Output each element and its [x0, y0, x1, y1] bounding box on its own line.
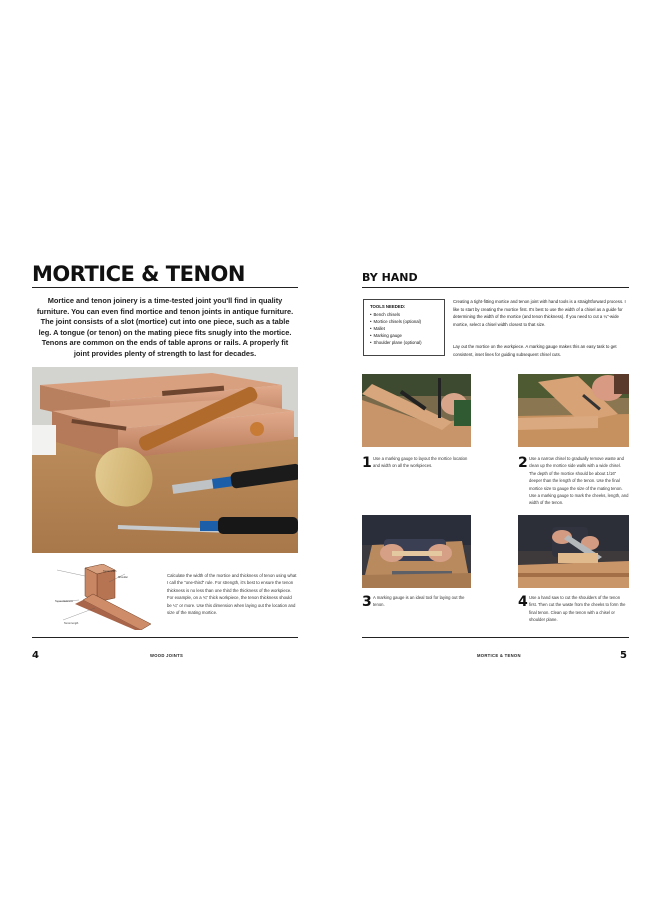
step-number: 2	[518, 455, 528, 471]
page-number: 4	[32, 650, 39, 661]
page-number: 5	[620, 650, 627, 661]
intro-paragraph: Mortice and tenon joinery is a time-tested joint you'll find in quality furniture. You can even find mortice and tenon joints in antique furniture. The joint consists of a slot (mortice) cut into one piece, such as a table leg. A tongue (or tenon) on the mating piece fits snugly into the mortice. Tenons are common on the ends of table aprons or rails. A properly fit joint provides plenty of strength to last for decades.	[36, 296, 294, 358]
tools-photo	[32, 367, 298, 553]
step-text: Use a marking gauge to layout the mortice location and width on all the workpieces.	[373, 456, 468, 469]
diagram-label: Shoulder	[118, 576, 129, 579]
list-item: • Mallet	[370, 325, 438, 332]
diagram-label: Tenon width	[103, 570, 117, 573]
list-item: • Bench chisels	[370, 311, 438, 318]
tools-heading: TOOLS NEEDED:	[370, 304, 406, 309]
title-rule	[32, 287, 298, 288]
step-1-photo	[362, 374, 471, 447]
diagram-caption: Calculate the width of the mortice and thickness of tenon using what I call the "one-third" rule. For strength, it's best to ensure the tenon thickness is no less than one third the thickness of the workpiece. For example, on a ¾" thick workpiece, the tenon thickness should be ¼" or more. Use this dimension when laying out the location and size of the mating mortice.	[167, 573, 297, 616]
right-page	[330, 0, 660, 904]
step-2-photo	[518, 374, 629, 447]
joint-diagram-image	[55, 564, 155, 630]
step-3-photo	[362, 515, 471, 588]
footer-rule	[32, 637, 298, 638]
step-number: 1	[362, 455, 372, 471]
tools-photo-image	[32, 367, 298, 553]
page-title: MORTICE & TENON	[32, 262, 245, 286]
heading-rule	[362, 287, 629, 288]
body-paragraph: Lay out the mortice on the workpiece. A marking gauge makes this an easy task to get consistent, inset lines for guiding subsequent chisel cuts.	[453, 344, 617, 357]
diagram-label: Tenon thickness	[55, 600, 73, 603]
footer-rule	[362, 637, 629, 638]
step-number: 4	[518, 594, 528, 610]
list-item: • Mortice chisels (optional)	[370, 318, 438, 325]
running-footer: MORTICE & TENON	[477, 653, 521, 658]
diagram-label: Tenon length	[64, 622, 79, 625]
joint-diagram	[55, 564, 155, 630]
step-4-photo	[518, 515, 629, 588]
step-text: Use a hand saw to cut the shoulders of the tenon first. Then cut the waste from the cheeks to form the final tenon. Clean up the tenon with a chisel or shoulder plane.	[529, 595, 626, 623]
list-item: • Shoulder plane (optional)	[370, 339, 438, 346]
section-heading: BY HAND	[362, 271, 418, 284]
step-text: Use a narrow chisel to gradually remove waste and clean up the mortice side walls with a wide chisel. The depth of the mortice should be about 1/16" deeper than the length of the tenon. Use the final mortice size to gauge the size of the mating tenon. Use a marking gauge to mark the cheeks, length, and width of the tenon.	[529, 456, 629, 506]
step-text: A marking gauge is an ideal tool for laying out the tenon.	[373, 595, 465, 608]
running-footer: WOOD JOINTS	[150, 653, 184, 658]
tools-needed-box	[363, 299, 445, 356]
tools-list	[370, 311, 438, 346]
step-number: 3	[362, 594, 372, 610]
body-paragraph: Creating a tight-fitting mortice and tenon joint with hand tools is a straightforward process. I like to start by creating the mortice first. It's best to use the width of a chisel as a guide for determining the width of the mortice (and tenon thickness). If you need to cut a ¼"-wide mortice, select a chisel width closest to that size.	[453, 299, 626, 327]
list-item: • Marking gauge	[370, 332, 438, 339]
